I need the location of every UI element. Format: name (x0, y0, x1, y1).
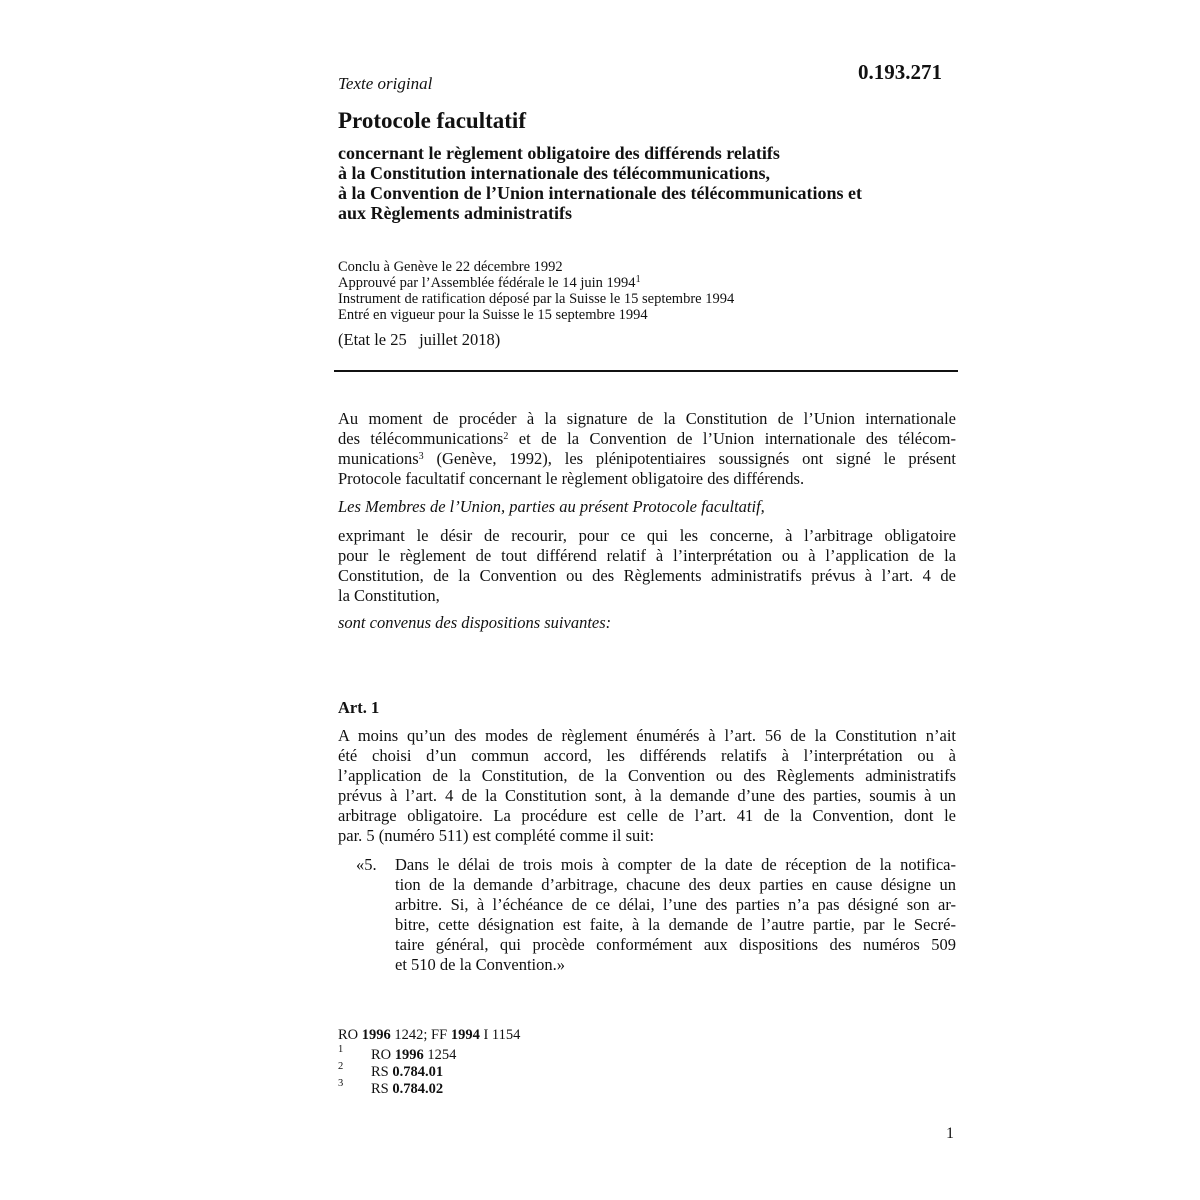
text-line: arbitre. Si, à l’échéance de ce délai, l’une des parties n’a pas désigné son ar- (395, 895, 956, 914)
text-line: pour le règlement de tout différend relatif à l’interprétation ou à l’application de la (338, 546, 956, 565)
footnote-number: 2 (338, 1061, 344, 1072)
text-line: A moins qu’un des modes de règlement énumérés à l’art. 56 de la Constitution n’ait (338, 726, 956, 745)
footnote-marker[interactable]: 3 (418, 451, 424, 462)
subtitle-line: à la Constitution internationale des télécommunications, (338, 163, 770, 183)
quoted-paragraph-number: «5. (356, 855, 377, 874)
status-date: (Etat le 25 juillet 2018) (338, 330, 501, 349)
footnote-number: 3 (338, 1078, 344, 1089)
enactment-metadata (338, 259, 734, 323)
text-line: l’application de la Constitution, de la Convention ou des Règlements administratifs (338, 766, 956, 785)
members-clause: Les Membres de l’Union, parties au présent Protocole facultatif, (338, 497, 765, 516)
footnote-marker[interactable]: 1 (635, 274, 641, 285)
meta-concluded: Conclu à Genève le 22 décembre 1992 (338, 259, 563, 275)
text-line: Protocole facultatif concernant le règlement obligatoire des différends. (338, 469, 805, 488)
text-line: prévus à l’art. 4 de la Constitution sont, à la demande d’une des parties, soumis à un (338, 786, 956, 805)
subtitle-line: concernant le règlement obligatoire des différends relatifs (338, 143, 780, 163)
text-line: la Constitution, (338, 586, 440, 605)
footnote-marker[interactable]: 2 (503, 431, 509, 442)
footnote-number: 1 (338, 1044, 344, 1055)
meta-in-force: Entré en vigueur pour la Suisse le 15 septembre 1994 (338, 307, 648, 323)
text-line: tion de la demande d’arbitrage, chacune des deux parties en cause désigne un (395, 875, 956, 894)
text-line: des télécommunications$^2$ et de la Convention de l’Union internationale des télécom- (338, 429, 957, 448)
text-line: exprimant le désir de recourir, pour ce qui les concerne, à l’arbitrage obligatoire (338, 526, 956, 545)
horizontal-rule (334, 370, 958, 372)
footnote-text: RS 0.784.01 (371, 1064, 444, 1080)
meta-approved: Approuvé par l’Assemblée fédérale le 14 juin 1994$^1$ (338, 274, 641, 291)
text-line: été choisi d’un commun accord, les différends relatifs à l’interprétation ou à (338, 746, 956, 765)
text-line: Constitution, de la Convention ou des Règlements administratifs prévus à l’art. 4 de (338, 566, 956, 585)
text-line: Au moment de procéder à la signature de la Constitution de l’Union internationale (338, 409, 956, 428)
footnote-text: RS 0.784.02 (371, 1081, 444, 1097)
article-1-heading: Art. 1 (338, 698, 380, 717)
subtitle-line: à la Convention de l’Union internationale des télécommunications et (338, 183, 862, 203)
sr-number: 0.193.271 (858, 60, 942, 84)
text-line: bitre, cette désignation est faite, à la demande de l’autre partie, par le Secré- (395, 915, 956, 934)
status-label: Texte original (338, 74, 433, 93)
page-number: 1 (946, 1125, 954, 1142)
text-line: arbitrage obligatoire. La procédure est celle de l’art. 41 de la Convention, dont le (338, 806, 956, 825)
document-title: Protocole facultatif (338, 108, 526, 133)
article-1-paragraph (338, 726, 956, 846)
meta-ratification: Instrument de ratification déposé par la Suisse le 15 septembre 1994 (338, 291, 735, 307)
text-line: taire général, qui procède conformément aux dispositions des numéros 509 (395, 935, 956, 954)
publication-reference: RO 1996 1242; FF 1994 I 1154 (338, 1027, 521, 1043)
quoted-paragraph (395, 855, 956, 975)
text-line: et 510 de la Convention.» (395, 955, 566, 974)
agreement-clause: sont convenus des dispositions suivantes: (338, 613, 612, 632)
text-line: munications$^3$ (Genève, 1992), les plénipotentiaires soussignés ont signé le présent (338, 449, 956, 468)
document-subtitle (338, 143, 978, 223)
text-line: Dans le délai de trois mois à compter de la date de réception de la notifica- (395, 855, 956, 874)
subtitle-line: aux Règlements administratifs (338, 203, 572, 223)
preamble-paragraph (338, 409, 956, 489)
footnote-text: RO 1996 1254 (371, 1047, 457, 1063)
text-line: par. 5 (numéro 511) est complété comme il suit: (338, 826, 655, 845)
desire-paragraph (338, 526, 956, 606)
